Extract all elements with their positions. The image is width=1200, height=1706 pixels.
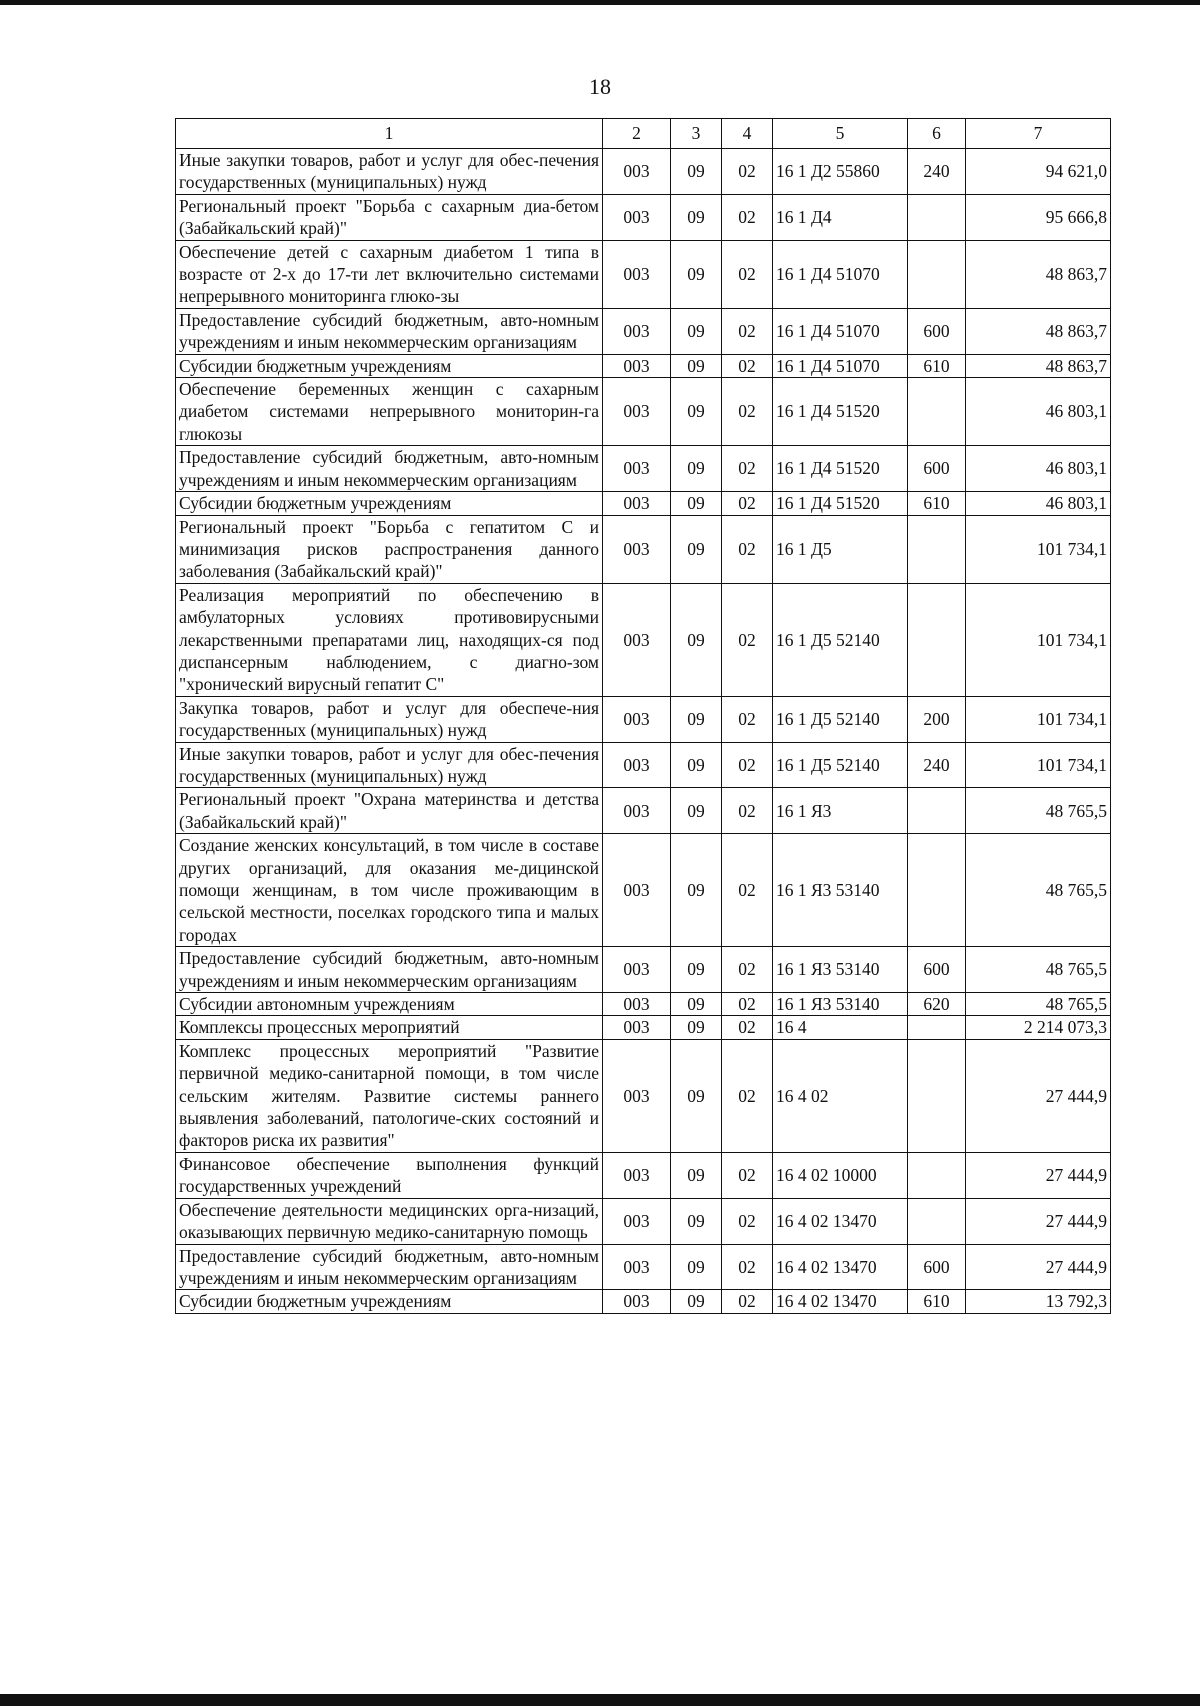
row-section-cell: 09	[671, 515, 722, 583]
table-row	[176, 308, 1111, 354]
row-subsection-cell: 02	[722, 194, 773, 240]
row-subsection-cell: 02	[722, 378, 773, 446]
row-grbs-cell: 003	[603, 1198, 671, 1244]
scan-border-top	[0, 0, 1200, 5]
row-section-cell: 09	[671, 1290, 722, 1313]
row-amount-cell: 48 863,7	[966, 240, 1111, 308]
row-section-cell: 09	[671, 947, 722, 993]
row-name-cell: Создание женских консультаций, в том числе в составе других организаций, для оказания ме-дицинской помощи женщинам, в том числе проживающим в сельской местности, поселках городского типа и малых городах	[176, 834, 603, 947]
row-target-article-cell: 16 1 Я3	[773, 788, 908, 834]
row-name-cell: Иные закупки товаров, работ и услуг для обес-печения государственных (муниципальных) нужд	[176, 742, 603, 788]
row-section-cell: 09	[671, 788, 722, 834]
row-section-cell: 09	[671, 696, 722, 742]
column-header: 7	[966, 119, 1111, 149]
row-target-article-cell: 16 4 02 13470	[773, 1244, 908, 1290]
row-section-cell: 09	[671, 742, 722, 788]
table-row	[176, 993, 1111, 1016]
row-target-article-cell: 16 4 02 13470	[773, 1290, 908, 1313]
row-name-cell: Субсидии бюджетным учреждениям	[176, 492, 603, 515]
page-number: 18	[589, 74, 611, 99]
table-row	[176, 1039, 1111, 1152]
row-name-cell: Предоставление субсидий бюджетным, авто-номным учреждениям и иным некоммерческим организациям	[176, 1244, 603, 1290]
row-grbs-cell: 003	[603, 378, 671, 446]
row-grbs-cell: 003	[603, 149, 671, 195]
row-grbs-cell: 003	[603, 1152, 671, 1198]
row-section-cell: 09	[671, 1198, 722, 1244]
row-subsection-cell: 02	[722, 834, 773, 947]
row-target-article-cell: 16 1 Д4 51070	[773, 308, 908, 354]
row-amount-cell: 27 444,9	[966, 1244, 1111, 1290]
column-header: 2	[603, 119, 671, 149]
column-header: 4	[722, 119, 773, 149]
row-amount-cell: 94 621,0	[966, 149, 1111, 195]
row-amount-cell: 101 734,1	[966, 515, 1111, 583]
row-target-article-cell: 16 1 Я3 53140	[773, 947, 908, 993]
row-grbs-cell: 003	[603, 788, 671, 834]
table-row	[176, 1198, 1111, 1244]
row-subsection-cell: 02	[722, 308, 773, 354]
row-name-cell: Региональный проект "Борьба с гепатитом С и минимизация рисков распространения данного заболевания (Забайкальский край)"	[176, 515, 603, 583]
row-subsection-cell: 02	[722, 583, 773, 696]
row-target-article-cell: 16 1 Д4 51520	[773, 378, 908, 446]
row-amount-cell: 48 765,5	[966, 993, 1111, 1016]
row-target-article-cell: 16 1 Д4	[773, 194, 908, 240]
row-target-article-cell: 16 4 02 10000	[773, 1152, 908, 1198]
row-target-article-cell: 16 4 02	[773, 1039, 908, 1152]
row-name-cell: Региональный проект "Борьба с сахарным диа-бетом (Забайкальский край)"	[176, 194, 603, 240]
row-amount-cell: 101 734,1	[966, 696, 1111, 742]
table-row	[176, 788, 1111, 834]
row-amount-cell: 13 792,3	[966, 1290, 1111, 1313]
row-grbs-cell: 003	[603, 696, 671, 742]
row-expense-type-cell: 240	[908, 149, 966, 195]
row-subsection-cell: 02	[722, 1244, 773, 1290]
row-expense-type-cell	[908, 788, 966, 834]
row-grbs-cell: 003	[603, 583, 671, 696]
row-expense-type-cell: 620	[908, 993, 966, 1016]
row-section-cell: 09	[671, 1039, 722, 1152]
table-row	[176, 446, 1111, 492]
row-section-cell: 09	[671, 378, 722, 446]
column-header: 5	[773, 119, 908, 149]
row-section-cell: 09	[671, 354, 722, 377]
table-row	[176, 1290, 1111, 1313]
row-name-cell: Региональный проект "Охрана материнства и детства (Забайкальский край)"	[176, 788, 603, 834]
row-expense-type-cell: 600	[908, 308, 966, 354]
row-expense-type-cell	[908, 194, 966, 240]
table-row	[176, 742, 1111, 788]
row-grbs-cell: 003	[603, 194, 671, 240]
row-expense-type-cell	[908, 1016, 966, 1039]
row-grbs-cell: 003	[603, 993, 671, 1016]
row-target-article-cell: 16 1 Я3 53140	[773, 993, 908, 1016]
row-name-cell: Обеспечение беременных женщин с сахарным диабетом системами непрерывного мониторин-га глюкозы	[176, 378, 603, 446]
table-body	[176, 119, 1111, 1314]
row-expense-type-cell: 610	[908, 354, 966, 377]
column-header: 1	[176, 119, 603, 149]
row-subsection-cell: 02	[722, 742, 773, 788]
row-subsection-cell: 02	[722, 788, 773, 834]
row-section-cell: 09	[671, 1244, 722, 1290]
row-amount-cell: 2 214 073,3	[966, 1016, 1111, 1039]
row-target-article-cell: 16 4	[773, 1016, 908, 1039]
row-expense-type-cell	[908, 1198, 966, 1244]
table-row	[176, 696, 1111, 742]
table-row	[176, 947, 1111, 993]
row-name-cell: Комплексы процессных мероприятий	[176, 1016, 603, 1039]
row-grbs-cell: 003	[603, 1244, 671, 1290]
row-amount-cell: 27 444,9	[966, 1039, 1111, 1152]
row-subsection-cell: 02	[722, 1039, 773, 1152]
scan-border-bottom	[0, 1694, 1200, 1706]
row-subsection-cell: 02	[722, 1290, 773, 1313]
row-amount-cell: 48 863,7	[966, 308, 1111, 354]
row-expense-type-cell	[908, 834, 966, 947]
row-subsection-cell: 02	[722, 354, 773, 377]
table-row	[176, 834, 1111, 947]
table-row	[176, 515, 1111, 583]
table-row	[176, 194, 1111, 240]
row-section-cell: 09	[671, 240, 722, 308]
column-header: 3	[671, 119, 722, 149]
row-subsection-cell: 02	[722, 1198, 773, 1244]
row-subsection-cell: 02	[722, 1152, 773, 1198]
row-section-cell: 09	[671, 1016, 722, 1039]
row-amount-cell: 48 765,5	[966, 788, 1111, 834]
table-row	[176, 492, 1111, 515]
row-subsection-cell: 02	[722, 1016, 773, 1039]
row-section-cell: 09	[671, 834, 722, 947]
row-target-article-cell: 16 1 Д5 52140	[773, 583, 908, 696]
row-amount-cell: 95 666,8	[966, 194, 1111, 240]
row-grbs-cell: 003	[603, 1039, 671, 1152]
table-row	[176, 149, 1111, 195]
row-amount-cell: 48 863,7	[966, 354, 1111, 377]
row-expense-type-cell	[908, 240, 966, 308]
row-expense-type-cell	[908, 378, 966, 446]
row-name-cell: Обеспечение деятельности медицинских орга-низаций, оказывающих первичную медико-санитарную помощь	[176, 1198, 603, 1244]
row-subsection-cell: 02	[722, 149, 773, 195]
table-row	[176, 1016, 1111, 1039]
row-amount-cell: 101 734,1	[966, 742, 1111, 788]
row-grbs-cell: 003	[603, 1016, 671, 1039]
row-amount-cell: 101 734,1	[966, 583, 1111, 696]
row-amount-cell: 46 803,1	[966, 378, 1111, 446]
header-row	[176, 119, 1111, 149]
row-expense-type-cell	[908, 1039, 966, 1152]
row-section-cell: 09	[671, 583, 722, 696]
row-target-article-cell: 16 1 Д5 52140	[773, 742, 908, 788]
row-amount-cell: 27 444,9	[966, 1152, 1111, 1198]
row-subsection-cell: 02	[722, 515, 773, 583]
row-section-cell: 09	[671, 308, 722, 354]
row-expense-type-cell: 600	[908, 947, 966, 993]
row-amount-cell: 48 765,5	[966, 834, 1111, 947]
row-grbs-cell: 003	[603, 354, 671, 377]
row-subsection-cell: 02	[722, 696, 773, 742]
row-name-cell: Реализация мероприятий по обеспечению в амбулаторных условиях противовирусными лекарственными препаратами лиц, находящих-ся под диспансерным наблюдением, с диагно-зом "хронический вирусный гепатит С"	[176, 583, 603, 696]
row-grbs-cell: 003	[603, 515, 671, 583]
row-target-article-cell: 16 1 Д4 51070	[773, 240, 908, 308]
table-row	[176, 1244, 1111, 1290]
row-subsection-cell: 02	[722, 993, 773, 1016]
row-expense-type-cell: 200	[908, 696, 966, 742]
table-row	[176, 354, 1111, 377]
row-amount-cell: 46 803,1	[966, 446, 1111, 492]
row-name-cell: Предоставление субсидий бюджетным, авто-номным учреждениям и иным некоммерческим организациям	[176, 308, 603, 354]
row-name-cell: Обеспечение детей с сахарным диабетом 1 типа в возрасте от 2-х до 17-ти лет включительно системами непрерывного мониторинга глюко-зы	[176, 240, 603, 308]
row-expense-type-cell: 600	[908, 446, 966, 492]
table-row	[176, 583, 1111, 696]
row-target-article-cell: 16 1 Д4 51520	[773, 492, 908, 515]
row-section-cell: 09	[671, 1152, 722, 1198]
row-amount-cell: 27 444,9	[966, 1198, 1111, 1244]
table-row	[176, 1152, 1111, 1198]
row-name-cell: Иные закупки товаров, работ и услуг для обес-печения государственных (муниципальных) нужд	[176, 149, 603, 195]
row-name-cell: Субсидии бюджетным учреждениям	[176, 1290, 603, 1313]
table-row	[176, 240, 1111, 308]
row-expense-type-cell	[908, 1152, 966, 1198]
table-row	[176, 378, 1111, 446]
row-subsection-cell: 02	[722, 492, 773, 515]
row-name-cell: Финансовое обеспечение выполнения функций государственных учреждений	[176, 1152, 603, 1198]
budget-table	[175, 118, 1111, 1314]
row-name-cell: Предоставление субсидий бюджетным, авто-номным учреждениям и иным некоммерческим организациям	[176, 947, 603, 993]
row-expense-type-cell: 240	[908, 742, 966, 788]
row-section-cell: 09	[671, 149, 722, 195]
row-grbs-cell: 003	[603, 947, 671, 993]
row-expense-type-cell	[908, 515, 966, 583]
row-grbs-cell: 003	[603, 742, 671, 788]
row-grbs-cell: 003	[603, 1290, 671, 1313]
row-subsection-cell: 02	[722, 240, 773, 308]
row-target-article-cell: 16 1 Д4 51070	[773, 354, 908, 377]
row-amount-cell: 46 803,1	[966, 492, 1111, 515]
row-grbs-cell: 003	[603, 240, 671, 308]
row-target-article-cell: 16 1 Д5	[773, 515, 908, 583]
row-target-article-cell: 16 1 Д5 52140	[773, 696, 908, 742]
row-target-article-cell: 16 1 Д2 55860	[773, 149, 908, 195]
row-section-cell: 09	[671, 446, 722, 492]
row-expense-type-cell	[908, 583, 966, 696]
row-grbs-cell: 003	[603, 834, 671, 947]
column-header: 6	[908, 119, 966, 149]
row-target-article-cell: 16 1 Я3 53140	[773, 834, 908, 947]
row-target-article-cell: 16 1 Д4 51520	[773, 446, 908, 492]
row-section-cell: 09	[671, 194, 722, 240]
row-expense-type-cell: 610	[908, 1290, 966, 1313]
row-grbs-cell: 003	[603, 492, 671, 515]
row-grbs-cell: 003	[603, 308, 671, 354]
row-name-cell: Субсидии бюджетным учреждениям	[176, 354, 603, 377]
row-expense-type-cell: 610	[908, 492, 966, 515]
row-name-cell: Субсидии автономным учреждениям	[176, 993, 603, 1016]
row-subsection-cell: 02	[722, 446, 773, 492]
row-name-cell: Предоставление субсидий бюджетным, авто-номным учреждениям и иным некоммерческим организациям	[176, 446, 603, 492]
row-grbs-cell: 003	[603, 446, 671, 492]
row-section-cell: 09	[671, 993, 722, 1016]
row-amount-cell: 48 765,5	[966, 947, 1111, 993]
row-name-cell: Закупка товаров, работ и услуг для обеспече-ния государственных (муниципальных) нужд	[176, 696, 603, 742]
row-name-cell: Комплекс процессных мероприятий "Развитие первичной медико-санитарной помощи, в том числе сельским жителям. Развитие системы раннего выявления заболеваний, патологиче-ских состояний и факторов риска их развития"	[176, 1039, 603, 1152]
row-subsection-cell: 02	[722, 947, 773, 993]
row-expense-type-cell: 600	[908, 1244, 966, 1290]
row-target-article-cell: 16 4 02 13470	[773, 1198, 908, 1244]
row-section-cell: 09	[671, 492, 722, 515]
